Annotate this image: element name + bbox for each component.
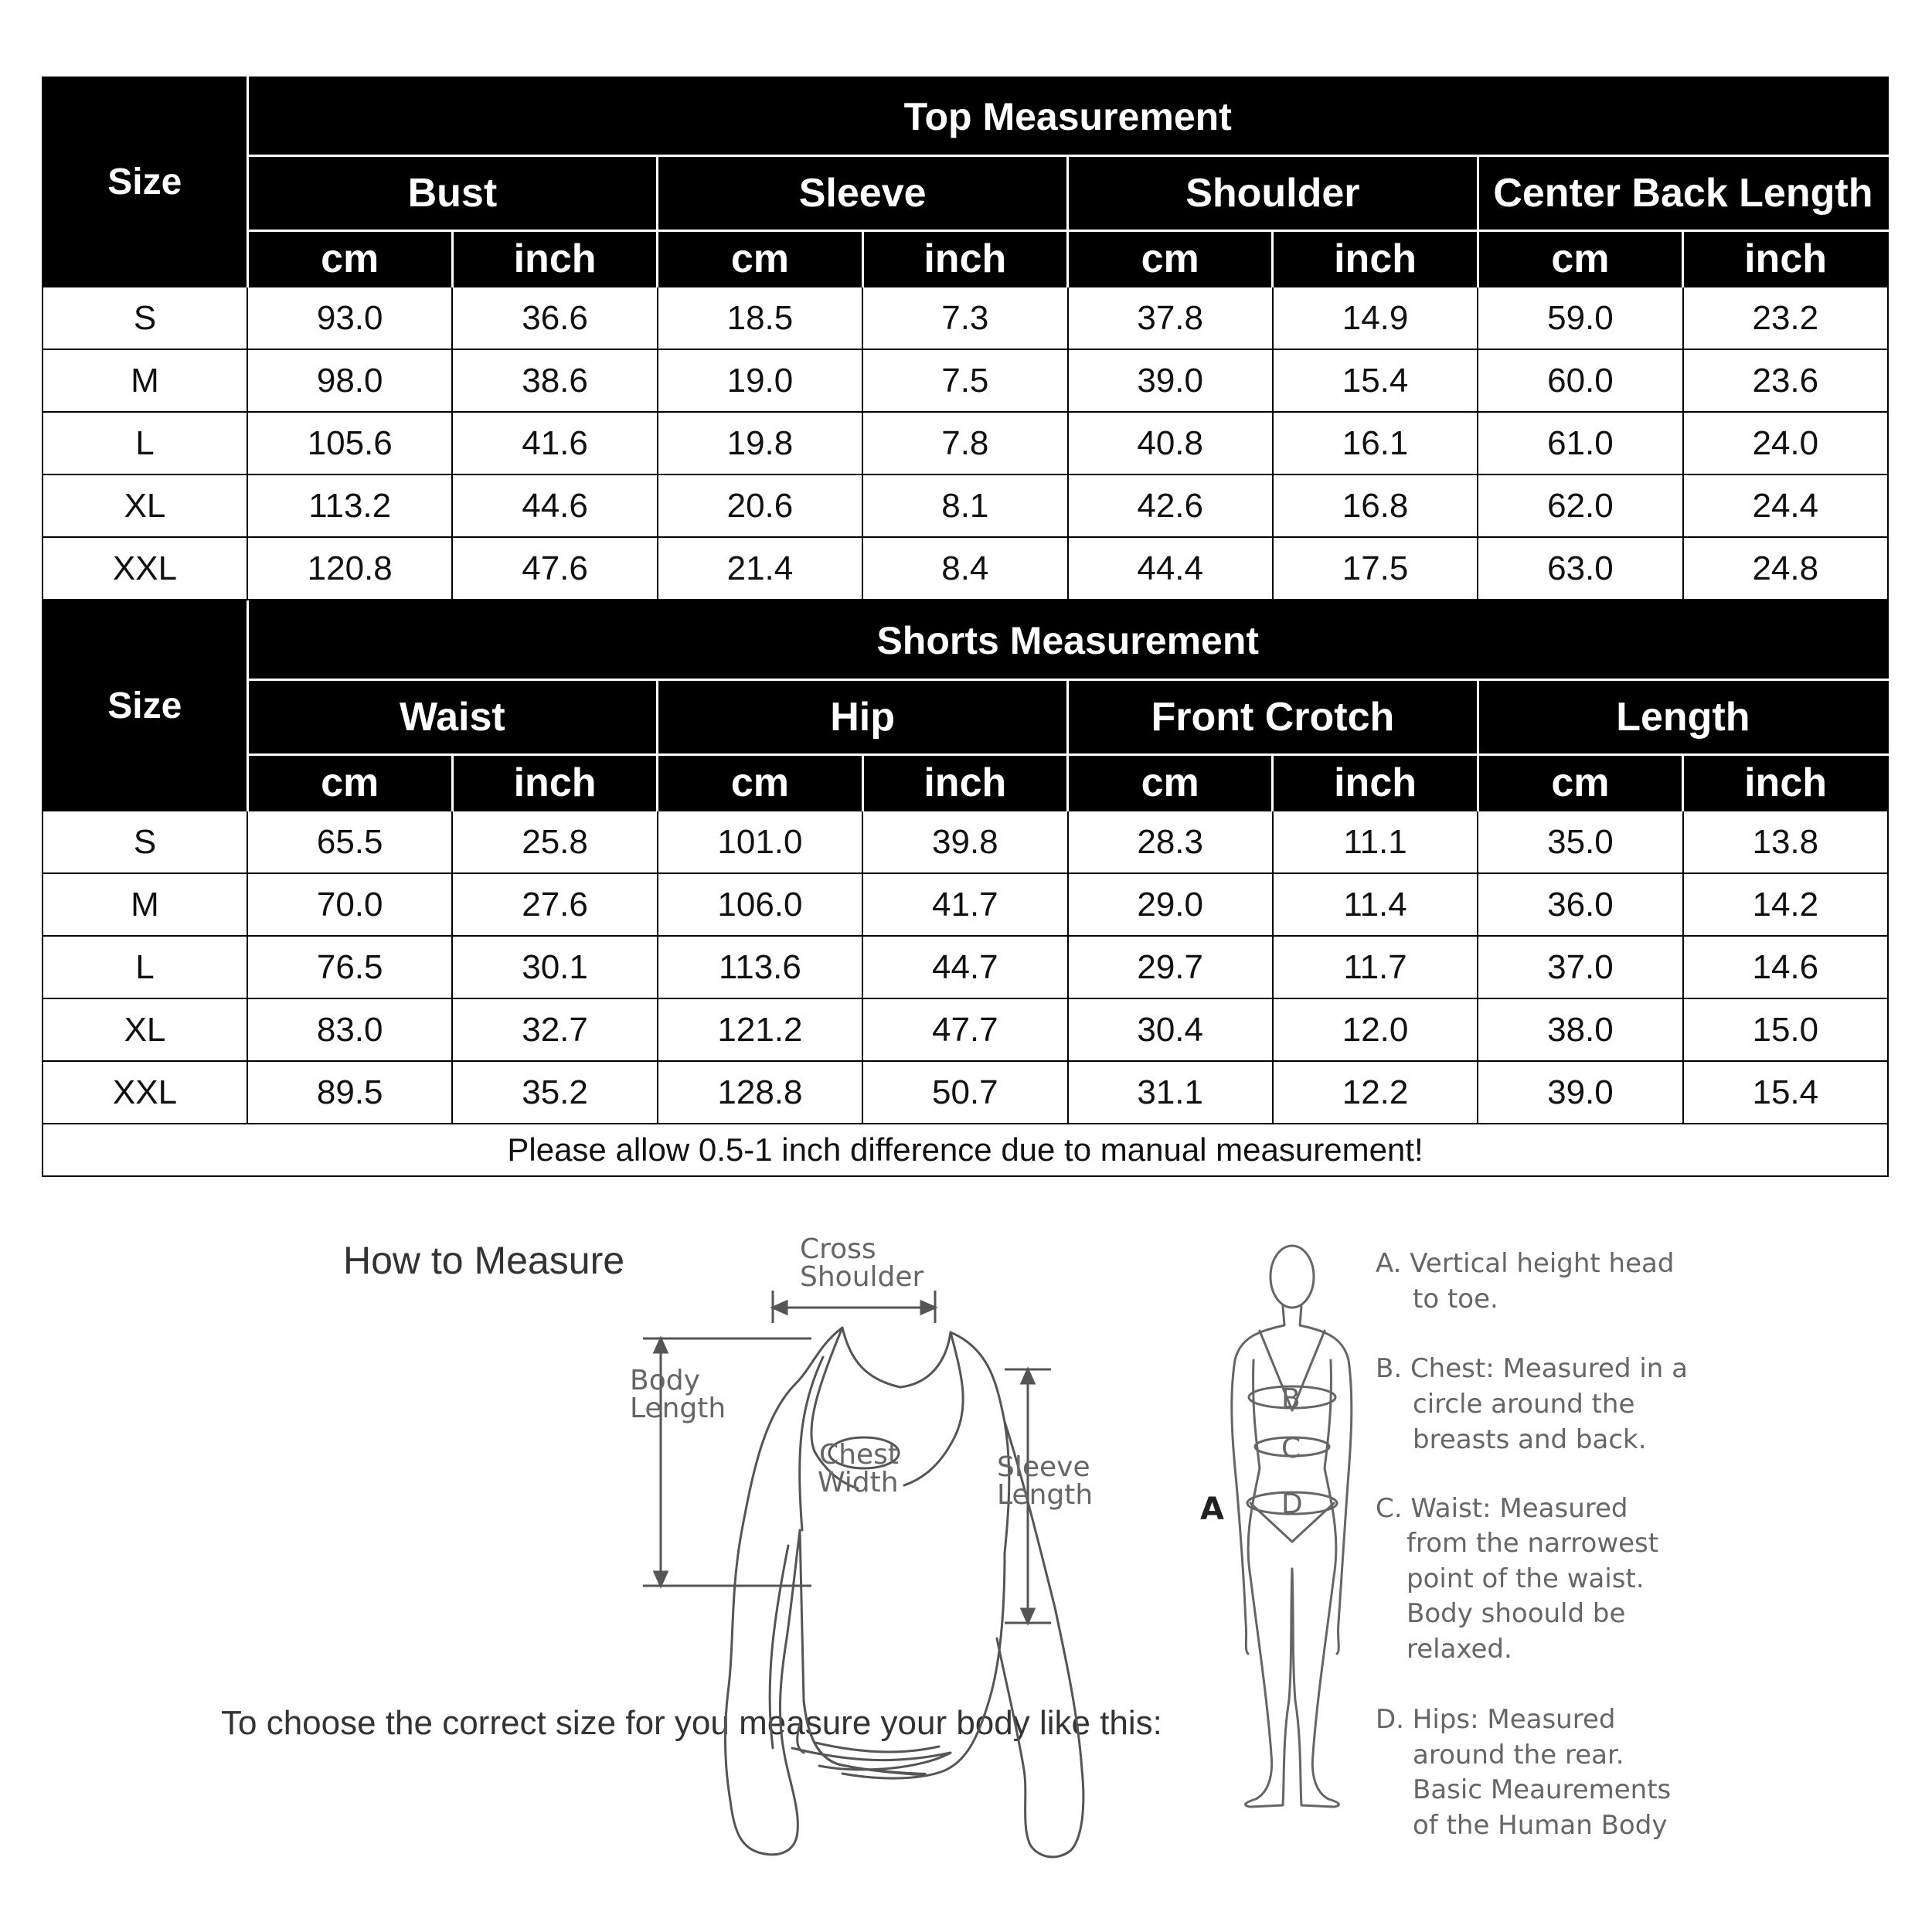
- measurement-cell: 23.6: [1683, 349, 1888, 412]
- group-header: Sleeve: [658, 156, 1068, 231]
- measurement-cell: 101.0: [658, 811, 862, 873]
- legend-c-line: point of the waist.: [1406, 1563, 1645, 1594]
- measurement-cell: 105.6: [247, 412, 452, 474]
- unit-header: inch: [1273, 231, 1478, 287]
- measurement-cell: 50.7: [862, 1061, 1067, 1124]
- group-header: Waist: [247, 680, 658, 755]
- measurement-cell: 15.4: [1683, 1061, 1888, 1124]
- size-cell: S: [43, 811, 247, 873]
- group-header: Bust: [247, 156, 658, 231]
- size-cell: XXL: [43, 537, 247, 600]
- measurement-cell: 15.0: [1683, 998, 1888, 1061]
- measurement-cell: 44.4: [1068, 537, 1273, 600]
- measurement-cell: 24.8: [1683, 537, 1888, 600]
- sleeve-length-label: Sleeve: [997, 1451, 1090, 1483]
- legend-b-line: circle around the: [1413, 1389, 1635, 1420]
- size-cell: XXL: [43, 1061, 247, 1124]
- measurement-cell: 31.1: [1068, 1061, 1273, 1124]
- size-cell: L: [43, 936, 247, 998]
- measurement-cell: 65.5: [247, 811, 452, 873]
- measurement-cell: 20.6: [658, 474, 862, 537]
- legend-c-line: C. Waist: Measured: [1376, 1493, 1628, 1524]
- legend-c-line: relaxed.: [1406, 1634, 1512, 1665]
- measurement-cell: 39.0: [1068, 349, 1273, 412]
- legend-a-line: to toe.: [1413, 1284, 1498, 1315]
- size-header: Size: [43, 601, 247, 811]
- measurement-cell: 76.5: [247, 936, 452, 998]
- body-letter-c: C: [1281, 1433, 1301, 1464]
- measurement-cell: 12.0: [1273, 998, 1478, 1061]
- measurement-cell: 23.2: [1683, 287, 1888, 349]
- unit-header: cm: [1068, 231, 1273, 287]
- measurement-cell: 38.0: [1478, 998, 1682, 1061]
- measurement-cell: 113.2: [247, 474, 452, 537]
- group-header: Shoulder: [1068, 156, 1478, 231]
- choose-size-instruction: To choose the correct size for you measure your body like this:: [221, 1704, 1162, 1742]
- measurement-cell: 106.0: [658, 873, 862, 936]
- size-cell: M: [43, 349, 247, 412]
- measurement-cell: 19.8: [658, 412, 862, 474]
- measurement-cell: 13.8: [1683, 811, 1888, 873]
- measurement-cell: 121.2: [658, 998, 862, 1061]
- measurement-cell: 61.0: [1478, 412, 1682, 474]
- measurement-cell: 89.5: [247, 1061, 452, 1124]
- measurement-cell: 24.0: [1683, 412, 1888, 474]
- group-header: Hip: [658, 680, 1068, 755]
- measurement-cell: 113.6: [658, 936, 862, 998]
- measurement-cell: 41.7: [862, 873, 1067, 936]
- unit-header: inch: [1683, 231, 1888, 287]
- measurement-cell: 17.5: [1273, 537, 1478, 600]
- size-header: Size: [43, 77, 247, 287]
- sleeve-length-label: Length: [997, 1479, 1094, 1511]
- measurement-cell: 41.6: [452, 412, 657, 474]
- unit-header: cm: [1068, 755, 1273, 811]
- measurement-cell: 12.2: [1273, 1061, 1478, 1124]
- measurement-cell: 93.0: [247, 287, 452, 349]
- how-to-measure-title: How to Measure: [343, 1239, 625, 1282]
- body-length-label: Length: [630, 1393, 726, 1424]
- measurement-cell: 18.5: [658, 287, 862, 349]
- measurement-cell: 44.7: [862, 936, 1067, 998]
- measurement-cell: 63.0: [1478, 537, 1682, 600]
- measurement-cell: 47.6: [452, 537, 657, 600]
- measurement-cell: 14.9: [1273, 287, 1478, 349]
- unit-header: cm: [658, 755, 862, 811]
- measurement-cell: 36.6: [452, 287, 657, 349]
- measurement-cell: 128.8: [658, 1061, 862, 1124]
- measurement-cell: 40.8: [1068, 412, 1273, 474]
- group-header: Center Back Length: [1478, 156, 1888, 231]
- size-cell: XL: [43, 474, 247, 537]
- measurement-cell: 120.8: [247, 537, 452, 600]
- legend-d-line: D. Hips: Measured: [1376, 1704, 1616, 1735]
- measurement-cell: 11.7: [1273, 936, 1478, 998]
- measurement-cell: 47.7: [862, 998, 1067, 1061]
- measurement-cell: 32.7: [452, 998, 657, 1061]
- measurement-cell: 11.4: [1273, 873, 1478, 936]
- group-header: Front Crotch: [1068, 680, 1478, 755]
- unit-header: cm: [1478, 231, 1682, 287]
- measurement-cell: 60.0: [1478, 349, 1682, 412]
- measurement-cell: 39.0: [1478, 1061, 1682, 1124]
- legend-b-line: breasts and back.: [1413, 1424, 1647, 1455]
- measurement-cell: 28.3: [1068, 811, 1273, 873]
- measurement-cell: 25.8: [452, 811, 657, 873]
- measurement-cell: 29.0: [1068, 873, 1273, 936]
- measurement-cell: 8.1: [862, 474, 1067, 537]
- measurement-note: Please allow 0.5-1 inch difference due to manual measurement!: [43, 1124, 1888, 1176]
- cross-shoulder-label: Cross: [800, 1233, 876, 1265]
- legend-d-line: Basic Meaurements: [1413, 1774, 1672, 1805]
- measurement-cell: 38.6: [452, 349, 657, 412]
- measurement-cell: 59.0: [1478, 287, 1682, 349]
- unit-header: inch: [862, 755, 1067, 811]
- measurement-cell: 98.0: [247, 349, 452, 412]
- measurement-cell: 16.8: [1273, 474, 1478, 537]
- unit-header: inch: [1273, 755, 1478, 811]
- cross-shoulder-label: Shoulder: [800, 1261, 924, 1293]
- body-letter-b: B: [1281, 1383, 1301, 1415]
- unit-header: cm: [247, 755, 452, 811]
- unit-header: inch: [452, 755, 657, 811]
- unit-header: inch: [1683, 755, 1888, 811]
- measurement-cell: 19.0: [658, 349, 862, 412]
- legend-b-line: B. Chest: Measured in a: [1376, 1353, 1688, 1384]
- size-cell: XL: [43, 998, 247, 1061]
- chest-width-label: Width: [818, 1467, 899, 1498]
- measurement-cell: 37.8: [1068, 287, 1273, 349]
- measurement-cell: 7.5: [862, 349, 1067, 412]
- measurement-cell: 62.0: [1478, 474, 1682, 537]
- chest-width-label: Chest: [819, 1439, 899, 1471]
- body-letter-d: D: [1281, 1488, 1303, 1520]
- measurement-cell: 21.4: [658, 537, 862, 600]
- size-cell: M: [43, 873, 247, 936]
- measurement-cell: 35.0: [1478, 811, 1682, 873]
- legend-a-line: A. Vertical height head: [1376, 1248, 1675, 1279]
- human-body-icon: [1232, 1246, 1352, 1807]
- measurement-cell: 27.6: [452, 873, 657, 936]
- group-header: Length: [1478, 680, 1888, 755]
- legend-c-line: Body shoould be: [1406, 1598, 1626, 1629]
- measurement-cell: 44.6: [452, 474, 657, 537]
- measurement-cell: 24.4: [1683, 474, 1888, 537]
- body-letter-a: A: [1200, 1492, 1224, 1527]
- unit-header: cm: [1478, 755, 1682, 811]
- top-measurement-title: Top Measurement: [247, 77, 1888, 156]
- measurement-cell: 30.1: [452, 936, 657, 998]
- measurement-cell: 42.6: [1068, 474, 1273, 537]
- measurement-cell: 8.4: [862, 537, 1067, 600]
- measurement-cell: 15.4: [1273, 349, 1478, 412]
- measurement-cell: 30.4: [1068, 998, 1273, 1061]
- measurement-cell: 39.8: [862, 811, 1067, 873]
- legend-c-line: from the narrowest: [1406, 1528, 1659, 1559]
- measurement-cell: 83.0: [247, 998, 452, 1061]
- measurement-cell: 35.2: [452, 1061, 657, 1124]
- measurement-cell: 14.6: [1683, 936, 1888, 998]
- unit-header: cm: [247, 231, 452, 287]
- measurement-cell: 7.8: [862, 412, 1067, 474]
- measurement-cell: 29.7: [1068, 936, 1273, 998]
- measurement-cell: 37.0: [1478, 936, 1682, 998]
- body-length-label: Body: [630, 1365, 700, 1396]
- sweater-sketch-icon: [726, 1328, 1083, 1857]
- measurement-cell: 16.1: [1273, 412, 1478, 474]
- size-cell: S: [43, 287, 247, 349]
- measurement-cell: 7.3: [862, 287, 1067, 349]
- unit-header: inch: [862, 231, 1067, 287]
- measurement-cell: 36.0: [1478, 873, 1682, 936]
- measurement-cell: 70.0: [247, 873, 452, 936]
- measurement-cell: 11.1: [1273, 811, 1478, 873]
- legend-d-line: around the rear.: [1413, 1740, 1624, 1770]
- unit-header: inch: [452, 231, 657, 287]
- legend-d-line: of the Human Body: [1413, 1810, 1668, 1841]
- unit-header: cm: [658, 231, 862, 287]
- measurement-cell: 14.2: [1683, 873, 1888, 936]
- shorts-measurement-title: Shorts Measurement: [247, 601, 1888, 680]
- size-cell: L: [43, 412, 247, 474]
